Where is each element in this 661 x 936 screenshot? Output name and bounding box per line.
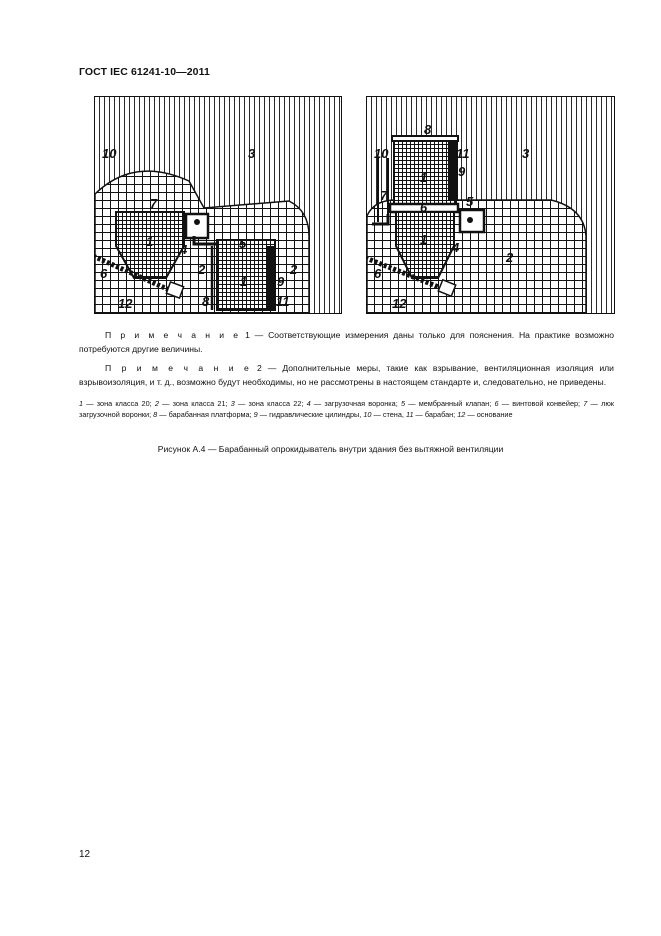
label-conveyor-top: 6 <box>420 200 428 215</box>
figure-legend <box>79 398 614 420</box>
legend-item: 3 — зона класса 22; <box>230 399 304 408</box>
document-header: ГОСТ IEC 61241-10—2011 <box>79 66 210 78</box>
note-1 <box>79 329 614 356</box>
label-cylinders: 9 <box>458 164 466 179</box>
legend-item: 9 — гидравлические цилиндры, <box>253 410 362 420</box>
legend-item: 6 — винтовой конвейер; <box>494 399 581 408</box>
legend-item: 5 — мембранный клапан; <box>400 399 492 408</box>
label-membrane: 5 <box>466 194 474 209</box>
legend-item: 2 — зона класса 21; <box>154 399 228 408</box>
label-wall: 10 <box>374 146 389 161</box>
label-zone21-b: 2 <box>290 262 298 277</box>
figure-right-drum-tipper <box>366 96 615 314</box>
page-number: 12 <box>79 849 91 860</box>
label-drum: 11 <box>276 294 290 309</box>
label-zone20: 1 <box>420 232 428 247</box>
legend-item: 11 — барабан; <box>405 410 456 420</box>
label-hopper: 4 <box>452 240 460 255</box>
label-zone20-drum: 1 <box>240 274 248 289</box>
figure-caption: Рисунок А.4 — Барабанный опрокидыватель внутри здания без вытяжной вентиляции <box>157 444 504 454</box>
label-drum: 11 <box>456 146 470 161</box>
label-conveyor: 6 <box>374 266 382 281</box>
label-zone22: 3 <box>248 146 256 161</box>
legend-item: 4 — загрузочная воронка; <box>306 399 398 408</box>
label-base: 12 <box>118 296 133 311</box>
note-2-text: 2 — Дополнительные меры, такие как взрывание, вентиляционная изоляция или взрывоизоляция, и т. д., возможно будут необходимы, но не рассмотрены в настоящем стандарте и, следовательно, не приведены. <box>79 363 614 387</box>
notes-block <box>79 329 614 395</box>
label-hatch: 7 <box>380 188 388 203</box>
label-zone22: 3 <box>522 146 530 161</box>
legend-item: 12 — основание <box>457 410 513 420</box>
legend-item: 8 — барабанная платформа; <box>153 410 252 420</box>
label-zone21: 2 <box>198 262 206 277</box>
label-platform: 8 <box>424 122 432 137</box>
legend-item: 7 — люк загрузочной воронки; <box>79 399 614 420</box>
note-1-lead: П р и м е ч а н и е <box>105 330 241 340</box>
label-hopper: 4 <box>180 242 188 257</box>
label-zone20-drum: 1 <box>420 170 428 185</box>
label-membrane: 5 <box>239 236 247 251</box>
label-wall: 10 <box>102 146 117 161</box>
note-2 <box>79 362 614 389</box>
label-cylinders: 9 <box>277 274 285 289</box>
legend-item: 1 — зона класса 20; <box>79 399 152 408</box>
label-zone21: 2 <box>506 250 514 265</box>
label-hatch: 7 <box>150 196 158 211</box>
label-platform: 8 <box>202 294 210 309</box>
note-1-text: 1 — Соответствующие измерения даны только для пояснения. На практике возможно потребуются другие величины. <box>79 330 614 354</box>
legend-item: 10 — стена, <box>363 410 404 420</box>
note-2-lead: П р и м е ч а н и е <box>105 363 251 374</box>
label-conveyor: 6 <box>100 266 108 281</box>
label-zone20: 1 <box>146 234 154 249</box>
figure-left-drum-tipper <box>94 96 342 314</box>
label-base: 12 <box>392 296 407 311</box>
